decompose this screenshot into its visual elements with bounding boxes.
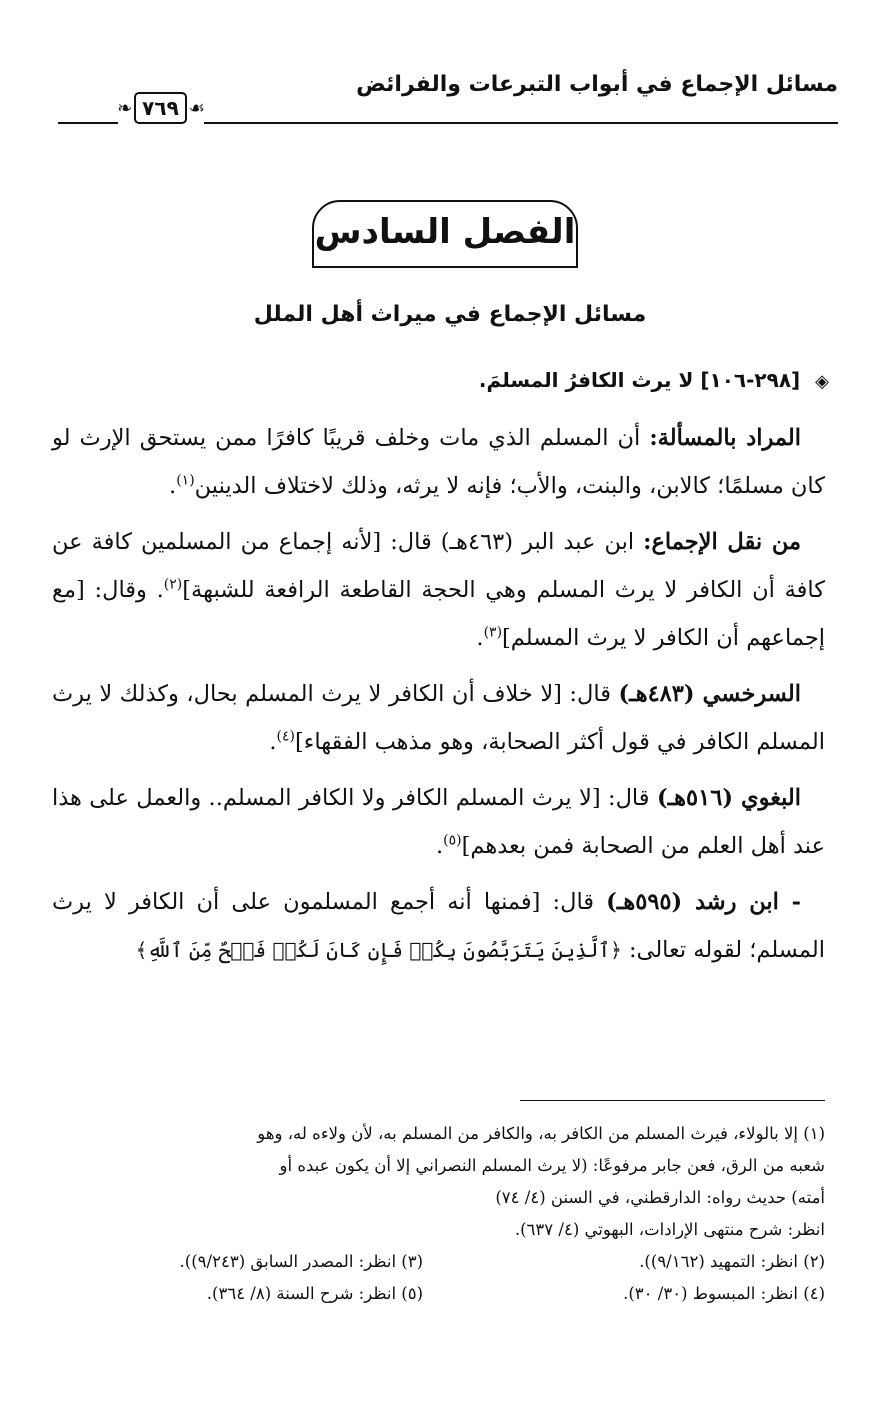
paragraph-tail: . [269, 729, 277, 755]
paragraph-lead: - ابن رشد (٥٩٥هـ) [606, 889, 801, 915]
footnotes [52, 1118, 825, 1310]
paragraph-lead: السرخسي (٤٨٣هـ) [618, 681, 801, 707]
footnote-rule [520, 1100, 825, 1101]
chapter-title: الفصل السادس [314, 212, 576, 252]
footnote-ref: (٣) [483, 624, 503, 641]
paragraph-baghawi [52, 774, 825, 870]
footnote-column-right [454, 1246, 825, 1310]
footnote-ref: (١) [176, 472, 195, 489]
paragraph-sarakhsi [52, 670, 825, 766]
footnote-3: (٣) انظر: المصدر السابق (٩/٢٤٣)). [179, 1252, 424, 1271]
quran-verse: ﴿ٱلَّذِينَ يَتَرَبَّصُونَ بِكُمۡ فَإِن كَانَ لَكُمۡ فَتۡحٌ مِّنَ ٱللَّهِ﴾ [135, 938, 622, 962]
footnote-ref: (٢) [163, 576, 183, 593]
paragraph-tail: . [476, 625, 484, 651]
footnote-1-line-2: شعبه من الرق، فعن جابر مرفوعًا: (لا يرث المسلم النصراني إلا أن يكون عبده أو [279, 1156, 825, 1175]
paragraph-tail: . [169, 473, 177, 499]
footnote-1-line-1: (١) إلا بالولاء، فيرث المسلم من الكافر به، والكافر من المسلم به، لأن ولاءه له، وهو [257, 1124, 825, 1143]
paragraph-lead: البغوي (٥١٦هـ) [656, 785, 802, 811]
page-number-box [118, 88, 204, 128]
paragraph-lead: المراد بالمسألة: [649, 425, 802, 451]
paragraph-text-2: . وقال: [مع إجماعهم أن الكافر لا يرث المسلم] [52, 577, 825, 651]
section-title: مسائل الإجماع في ميراث أهل الملل [253, 302, 647, 327]
paragraph-text: ابن عبد البر (٤٦٣هـ) قال: [لأنه إجماع من المسلمين كافة عن كافة أن الكافر لا يرث المسلم وهي الحجة القاطعة الرافعة للشبهة] [52, 529, 826, 603]
footnote-4: (٤) انظر: المبسوط (٣٠/ ٣٠). [623, 1284, 825, 1303]
footnote-ref: (٥) [443, 832, 462, 849]
ornament-left-icon: ❧ [117, 97, 133, 119]
body-text [52, 414, 825, 982]
paragraph-text: أن المسلم الذي مات وخلف قريبًا كافرًا ممن يستحق الإرث لو كان مسلمًا؛ كالابن، والبنت، والأب؛ فإنه لا يرثه، وذلك لاختلاف الدينين [52, 425, 825, 499]
footnote-grid [52, 1246, 825, 1310]
diamond-marker-icon: ◈ [815, 371, 829, 392]
footnote-1-line-3: أمته) حديث رواه: الدارقطني، في السنن (٤/ ٧٤) [495, 1188, 825, 1207]
issue-heading [479, 368, 829, 392]
paragraph-ibn-rushd [52, 878, 825, 974]
running-header [58, 70, 838, 130]
paragraph-ijma [52, 518, 825, 662]
paragraph-meaning [52, 414, 825, 510]
paragraph-text: قال: [فمنها أنه أجمع المسلمون على أن الكافر لا يرث المسلم؛ لقوله تعالى: [52, 889, 825, 963]
footnote-5: (٥) انظر: شرح السنة (٨/ ٣٦٤). [206, 1284, 424, 1303]
footnote-ref: (٤) [276, 728, 295, 745]
page-number: ٧٦٩ [134, 92, 187, 124]
ornament-right-icon: ☙ [188, 97, 205, 119]
issue-title: لا يرث الكافرُ المسلمَ. [478, 368, 694, 392]
paragraph-text: قال: [لا خلاف أن الكافر لا يرث المسلم بحال، وكذلك لا يرث المسلم الكافر في قول أكثر الصحابة، وهو مذهب الفقهاء] [52, 681, 825, 755]
footnote-1-line-4: انظر: شرح منتهى الإرادات، البهوتي (٤/ ٦٣٧). [514, 1220, 825, 1239]
running-title: مسائل الإجماع في أبواب التبرعات والفرائض [356, 72, 838, 97]
footnote-column-left [52, 1246, 423, 1310]
paragraph-lead: من نقل الإجماع: [643, 529, 801, 555]
paragraph-text: قال: [لا يرث المسلم الكافر ولا الكافر المسلم.. والعمل على هذا عند أهل العلم من الصحابة فمن بعدهم] [52, 785, 825, 859]
footnote-2: (٢) انظر: التمهيد (٩/١٦٢)). [639, 1252, 825, 1271]
paragraph-tail: . [435, 833, 444, 859]
issue-number: [٢٩٨-١٠٦] [700, 368, 801, 392]
